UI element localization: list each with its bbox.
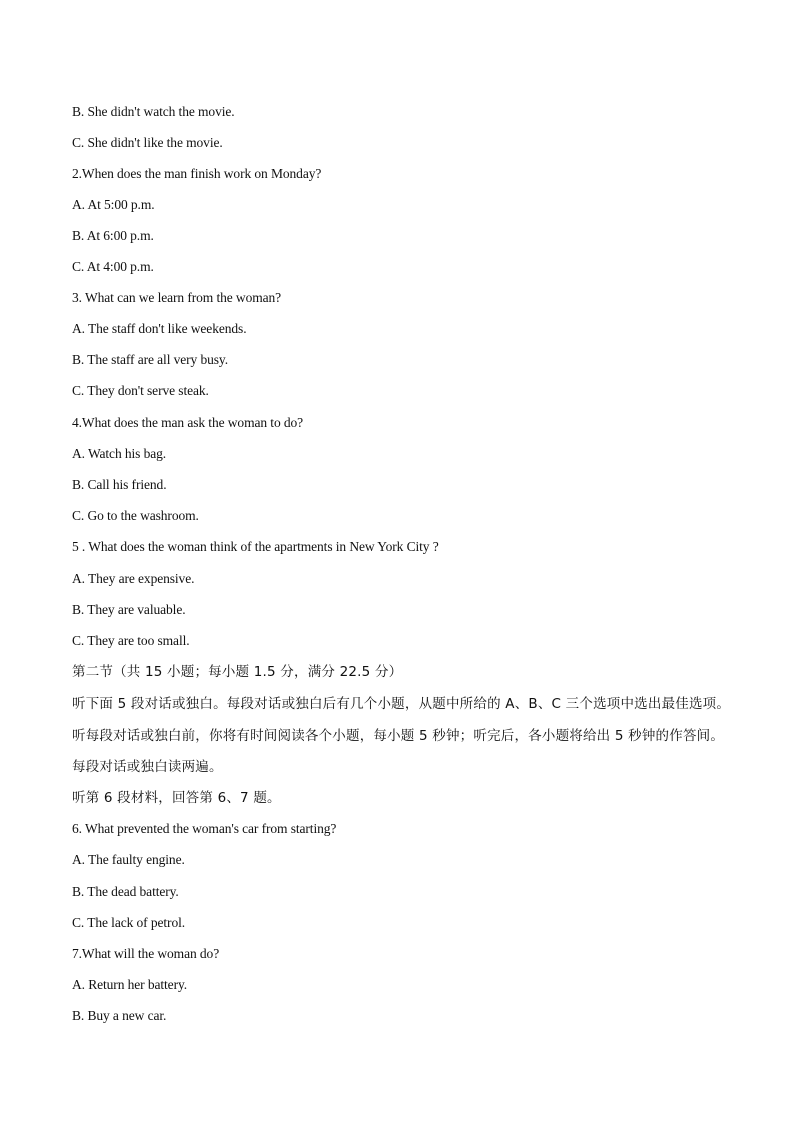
section-2-instruction-3: 每段对话或独白读两遍。 <box>72 759 223 775</box>
q5-option-a: A. They are expensive. <box>72 571 195 586</box>
question-6: 6. What prevented the woman's car from starting? <box>72 821 337 836</box>
q3-option-a: A. The staff don't like weekends. <box>72 321 247 336</box>
section-2-instruction-1: 听下面 5 段对话或独白。每段对话或独白后有几个小题，从题中所给的 A、B、C 三个选项中选出最佳选项。 <box>72 696 731 712</box>
q6-option-a: A. The faulty engine. <box>72 852 185 867</box>
q2-option-a: A. At 5:00 p.m. <box>72 197 155 212</box>
q3-option-c: C. They don't serve steak. <box>72 383 209 398</box>
q7-option-b: B. Buy a new car. <box>72 1008 167 1023</box>
q5-option-c: C. They are too small. <box>72 633 190 648</box>
question-5: 5 . What does the woman think of the apartments in New York City ? <box>72 539 439 554</box>
q1-option-c: C. She didn't like the movie. <box>72 135 223 150</box>
question-2: 2.When does the man finish work on Monday? <box>72 166 322 181</box>
q4-option-c: C. Go to the washroom. <box>72 508 199 523</box>
q5-option-b: B. They are valuable. <box>72 602 186 617</box>
q1-option-b: B. She didn't watch the movie. <box>72 104 235 119</box>
q6-option-c: C. The lack of petrol. <box>72 915 186 930</box>
question-4: 4.What does the man ask the woman to do? <box>72 415 304 430</box>
question-3: 3. What can we learn from the woman? <box>72 290 282 305</box>
q2-option-b: B. At 6:00 p.m. <box>72 228 154 243</box>
q4-option-b: B. Call his friend. <box>72 477 167 492</box>
q4-option-a: A. Watch his bag. <box>72 446 167 461</box>
question-7: 7.What will the woman do? <box>72 946 220 961</box>
q7-option-a: A. Return her battery. <box>72 977 188 992</box>
q2-option-c: C. At 4:00 p.m. <box>72 259 154 274</box>
section-2-instruction-2: 听每段对话或独白前，你将有时间阅读各个小题，每小题 5 秒钟；听完后，各小题将给出 5 秒钟的作答间。 <box>72 728 725 744</box>
q3-option-b: B. The staff are all very busy. <box>72 352 228 367</box>
section-2-heading: 第二节（共 15 小题；每小题 1.5 分，满分 22.5 分） <box>72 664 403 680</box>
q6-option-b: B. The dead battery. <box>72 884 179 899</box>
material-6-heading: 听第 6 段材料，回答第 6、7 题。 <box>72 790 281 806</box>
